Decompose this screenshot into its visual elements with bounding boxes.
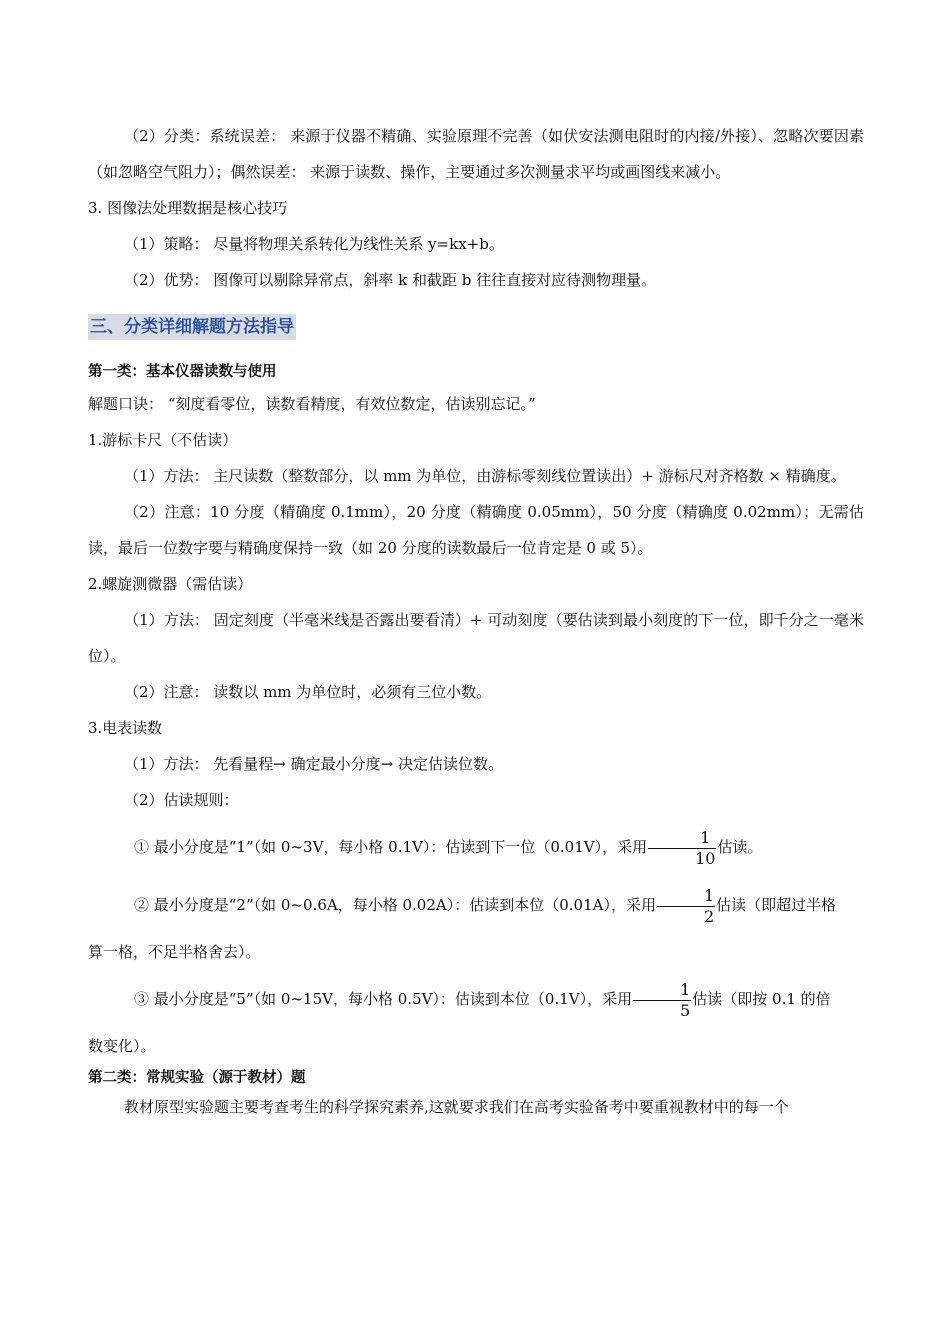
fraction-denominator: 5 — [680, 1000, 691, 1020]
rule-1-text: ① 最小分度是“1”（如 0~3V，每小格 0.1V）：估读到下一位（0.01V），采用 — [134, 838, 648, 856]
graph-strategy-paragraph: （1）策略： 尽量将物理关系转化为线性关系 y=kx+b。 — [124, 235, 504, 253]
micrometer-note-paragraph: （2）注意： 读数以 mm 为单位时，必须有三位小数。 — [124, 683, 492, 701]
rule-3-line — [88, 970, 864, 1028]
meter-rules-heading: （2）估读规则： — [124, 791, 239, 809]
rule-1-line — [88, 818, 864, 876]
graph-method-heading: 3. 图像法处理数据是核心技巧 — [88, 199, 288, 217]
fraction-numerator: 1 — [657, 886, 715, 907]
section-heading — [88, 314, 864, 344]
fraction-denominator: 2 — [703, 906, 715, 926]
rule-2-continuation: 算一格，不足半格舍去）。 — [88, 943, 261, 961]
document-page — [88, 118, 864, 1122]
category-2-intro-paragraph: 教材原型实验题主要考查考生的科学探究素养,这就要求我们在高考实验备考中要重视教材中的每一个 — [124, 1098, 789, 1116]
section-title: 三、分类详细解题方法指导 — [88, 314, 296, 340]
meter-heading: 3.电表读数 — [88, 719, 163, 737]
rule-3-suffix: 估读（即按 0.1 的倍 — [692, 990, 831, 1008]
micrometer-method-paragraph: （1）方法： 固定刻度（半毫米线是否露出要看清）+ 可动刻度（要估读到最小刻度的下一位，即千分之一毫米位）。 — [88, 611, 864, 665]
fraction-one-fifth — [633, 980, 691, 1021]
fraction-denominator: 10 — [695, 848, 716, 868]
rule-2-line — [88, 876, 864, 934]
rule-2-suffix: 估读（即超过半格 — [716, 896, 837, 914]
caliper-method-paragraph: （1）方法： 主尺读数（整数部分，以 mm 为单位，由游标零刻线位置读出）+ 游标尺对齐格数 × 精确度。 — [124, 467, 846, 485]
caliper-note-paragraph: （2）注意：10 分度（精确度 0.1mm），20 分度（精确度 0.05mm），50 分度（精确度 0.02mm）；无需估读，最后一位数字要与精确度保持一致（如 20 分度的读数最后一位肯定是 0 或 5）。 — [88, 503, 864, 557]
graph-advantage-paragraph: （2）优势： 图像可以剔除异常点，斜率 k 和截距 b 往往直接对应待测物理量。 — [124, 271, 657, 289]
category-2-heading: 第二类：常规实验（源于教材）题 — [88, 1070, 306, 1086]
rule-1-suffix: 估读。 — [717, 838, 763, 856]
caliper-heading: 1.游标卡尺（不估读） — [88, 431, 238, 449]
category-1-heading: 第一类：基本仪器读数与使用 — [88, 364, 277, 380]
fraction-one-half — [657, 886, 715, 927]
fraction-one-tenth — [648, 828, 716, 869]
motto-paragraph: 解题口诀： “刻度看零位，读数看精度，有效位数定，估读别忘记。” — [88, 395, 536, 413]
error-classification-paragraph: （2）分类：系统误差： 来源于仪器不精确、实验原理不完善（如伏安法测电阻时的内接/外接）、忽略次要因素（如忽略空气阻力）；偶然误差： 来源于读数、操作，主要通过多次测量求平均或画图线来减小。 — [88, 127, 864, 181]
rule-3-continuation: 数变化）。 — [88, 1037, 156, 1055]
micrometer-heading: 2.螺旋测微器（需估读） — [88, 575, 253, 593]
meter-method-paragraph: （1）方法： 先看量程→ 确定最小分度→ 决定估读位数。 — [124, 755, 503, 773]
rule-2-text: ② 最小分度是“2”（如 0~0.6A，每小格 0.02A）：估读到本位（0.01A），采用 — [134, 896, 656, 914]
rule-3-text: ③ 最小分度是“5”（如 0~15V，每小格 0.5V）：估读到本位（0.1V），采用 — [134, 990, 633, 1008]
fraction-numerator: 1 — [633, 980, 691, 1001]
fraction-numerator: 1 — [648, 828, 716, 849]
